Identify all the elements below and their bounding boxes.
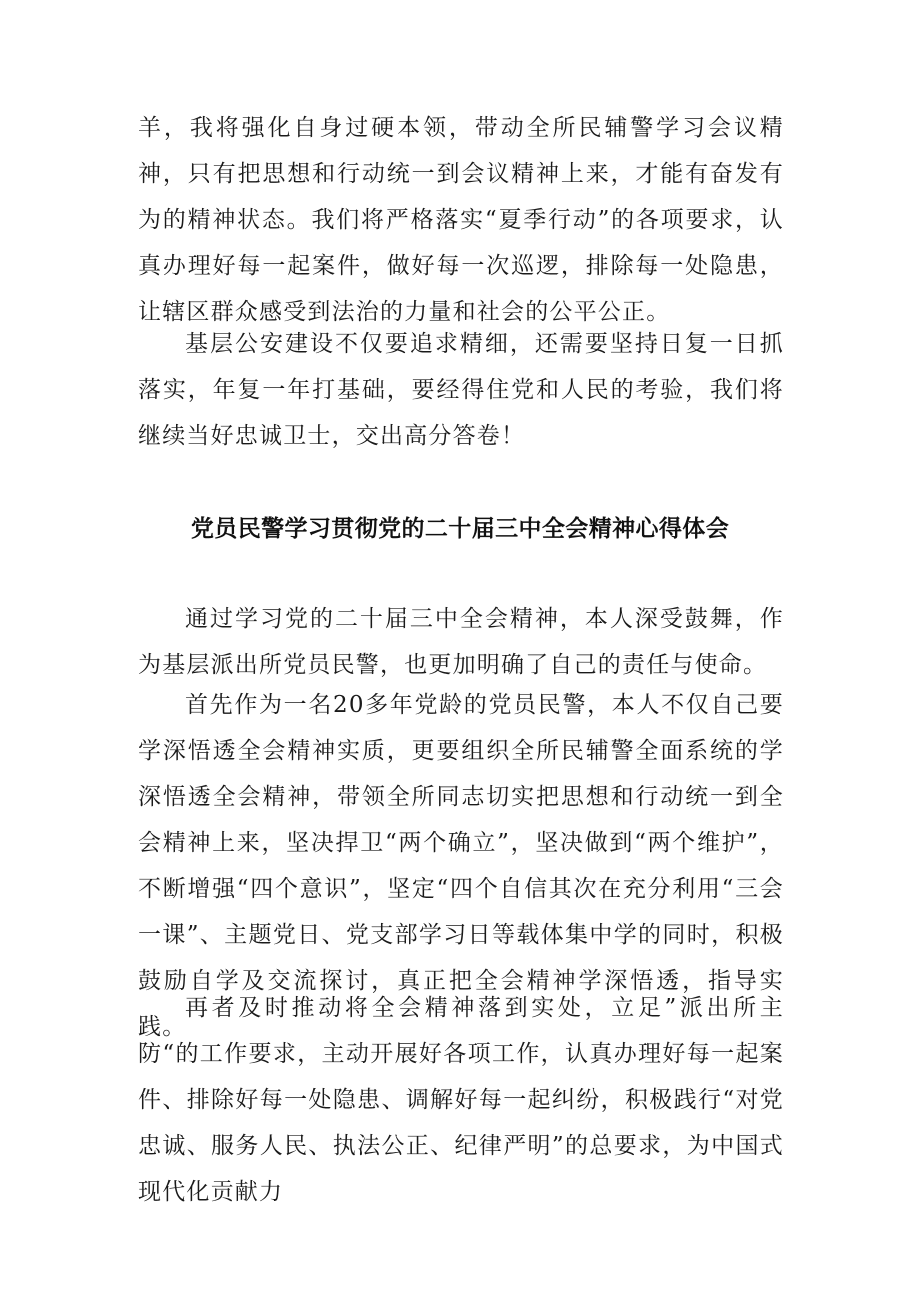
- paragraph-second: 再者及时推动将全会精神落到实处，立足”派出所主防“的工作要求，主动开展好各项工作，认真办理好每一起案件、排除好每一处隐患、调解好每一起纠纷，积极践行“对党忠诚、服务人民、执法公正、纪律严明”的总要求，为中国式现代化贡献力: [138, 995, 784, 1205]
- paragraph-first: 首先作为一名20多年党龄的党员民警，本人不仅自己要学深悟透全会精神实质，更要组织全所民辅警全面系统的学深悟透全会精神，带领全所同志切实把思想和行动统一到全会精神上来，坚决捍卫“两个确立”，坚决做到“两个维护”，不断增强“四个意识”，坚定“四个自信其次在充分利用“三会一课”、主题党日、党支部学习日等载体集中学的同时，积极鼓励自学及交流探讨，真正把全会精神学深悟透，指导实践。: [138, 692, 784, 1040]
- paragraph-continuation: 羊，我将强化自身过硬本领，带动全所民辅警学习会议精神，只有把思想和行动统一到会议精神上来，才能有奋发有为的精神状态。我们将严格落实“夏季行动”的各项要求，认真办理好每一起案件，做好每一次巡逻，排除每一处隐患，让辖区群众感受到法治的力量和社会的公平公正。: [138, 115, 784, 325]
- paragraph-intro: 通过学习党的二十届三中全会精神，本人深受鼓舞，作为基层派出所党员民警，也更加明确了自己的责任与使命。: [138, 606, 784, 678]
- article-title: 党员民警学习贯彻党的二十届三中全会精神心得体会: [190, 516, 730, 542]
- paragraph-grassroots-police: 基层公安建设不仅要追求精细，还需要坚持日复一日抓落实，年复一年打基础，要经得住党和人民的考验，我们将继续当好忠诚卫士，交出高分答卷！: [138, 331, 784, 449]
